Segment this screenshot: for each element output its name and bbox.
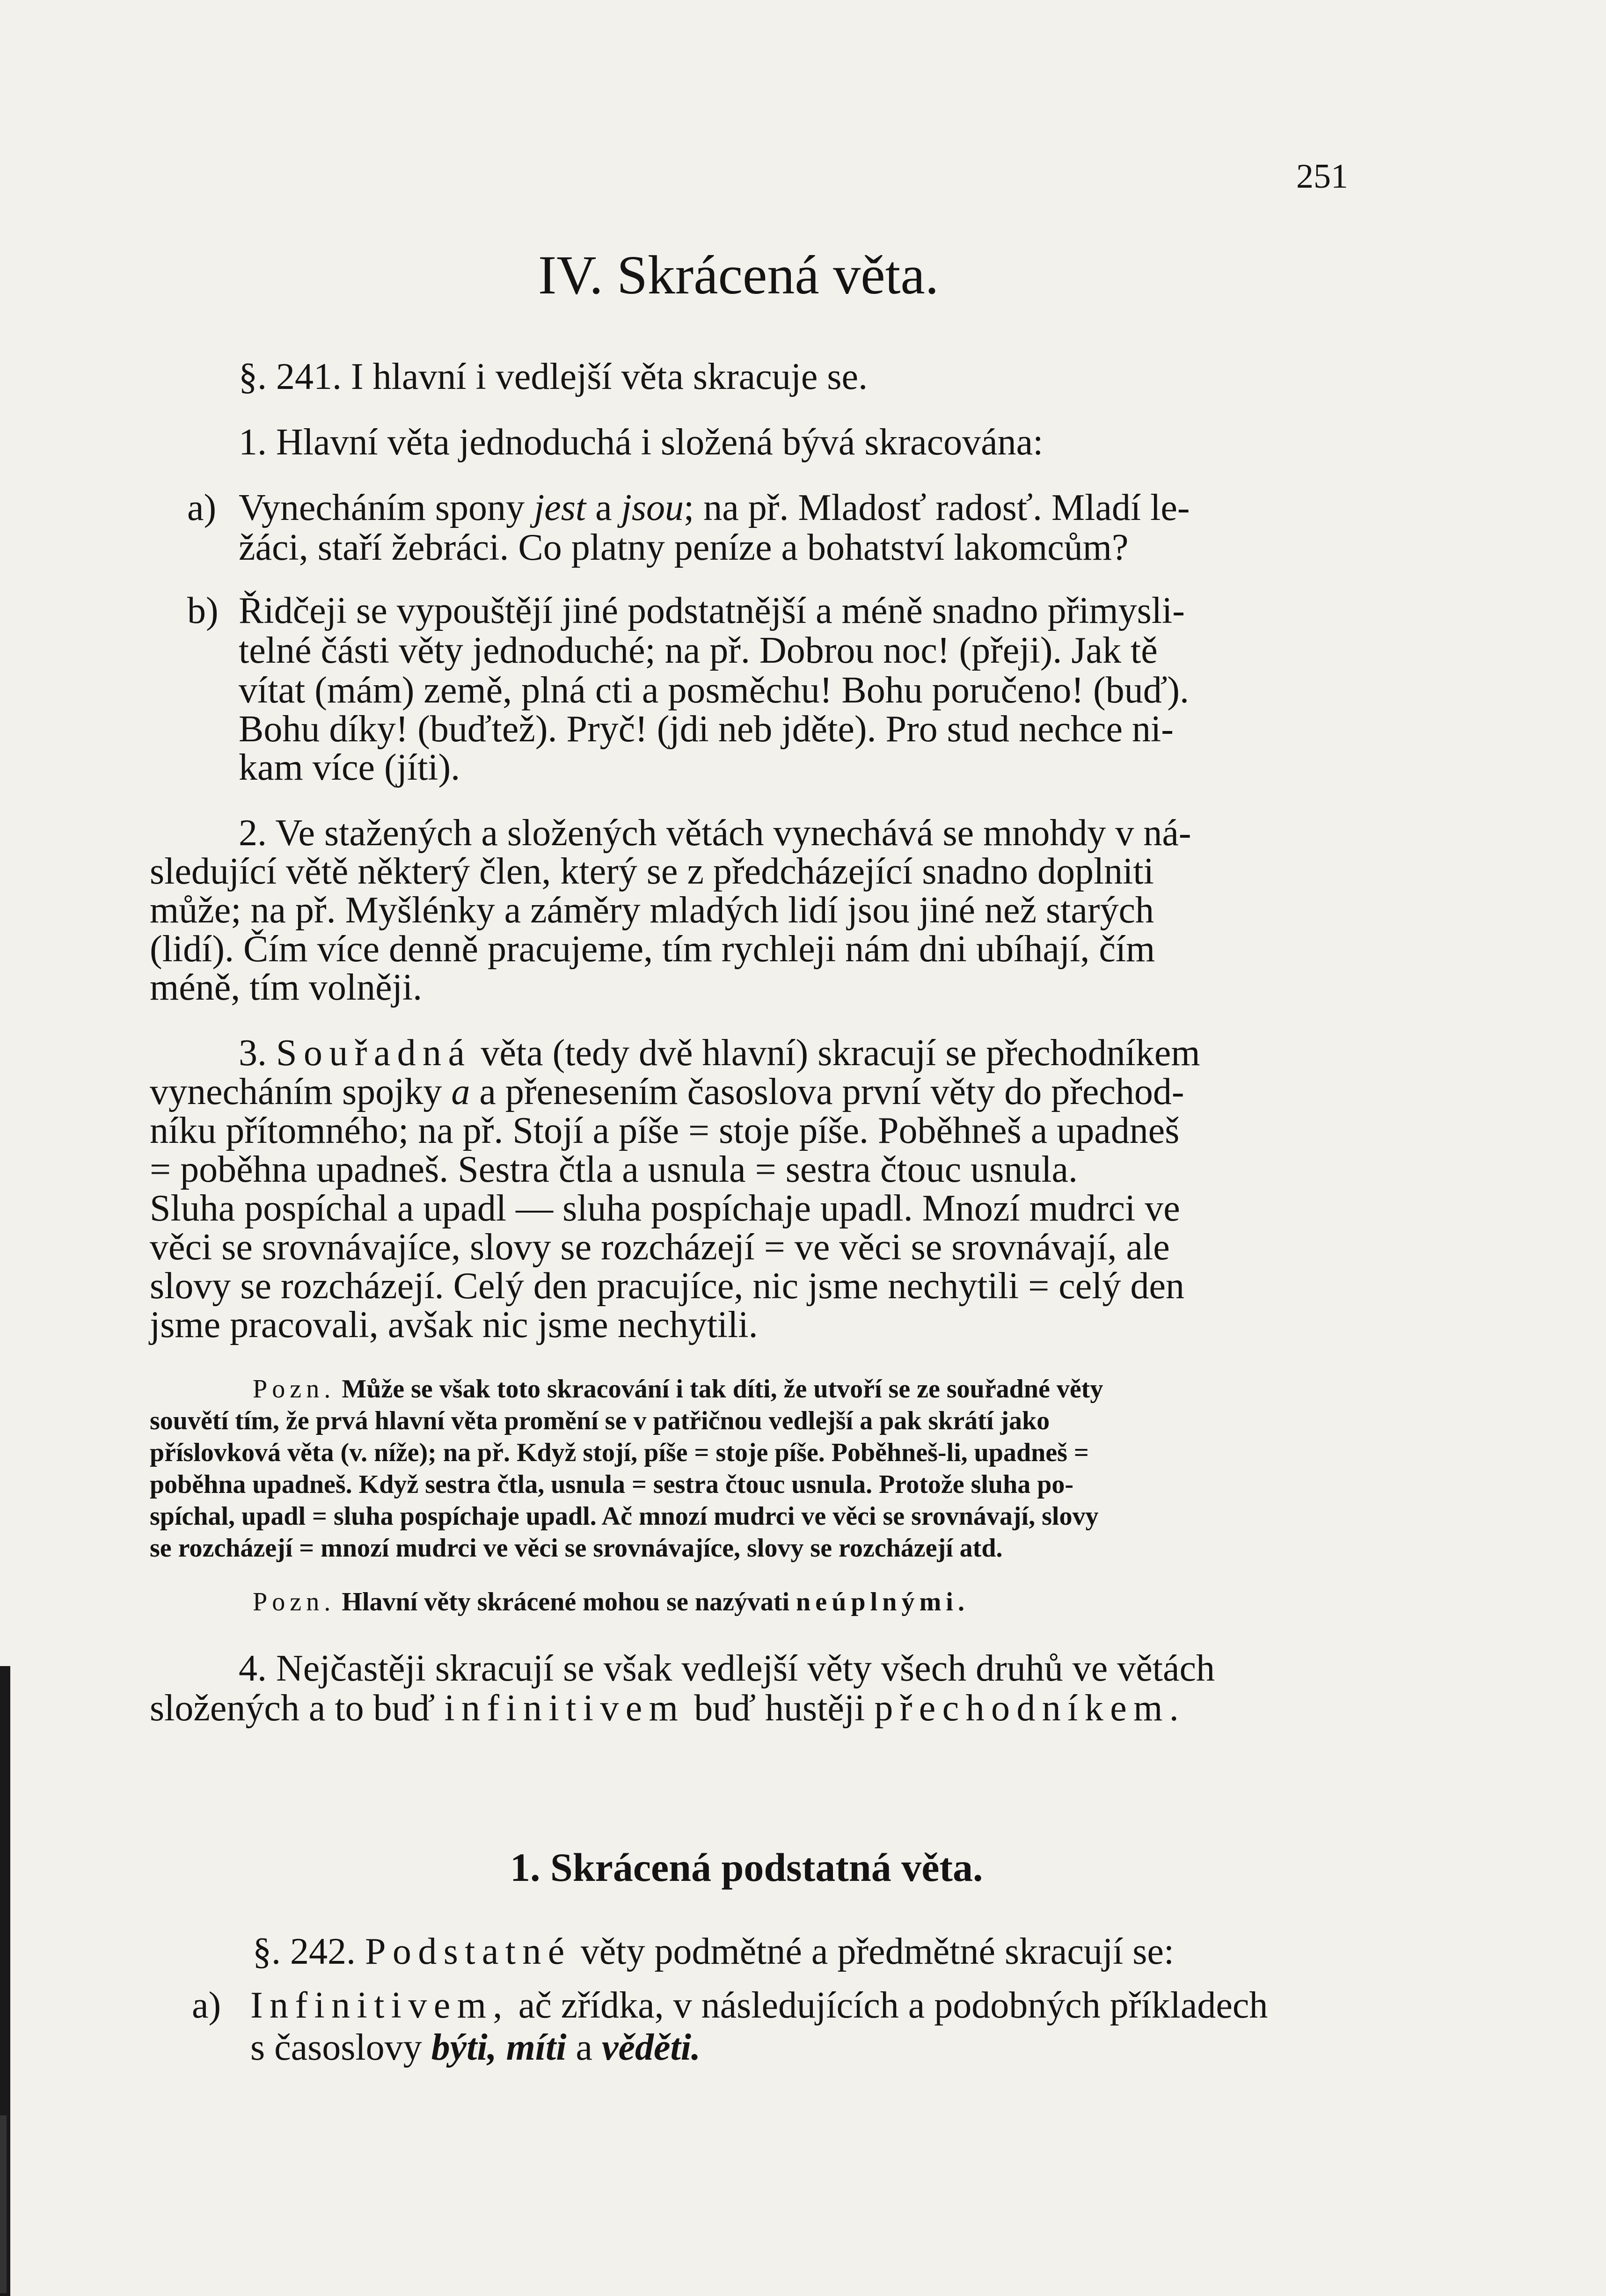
item-b-line-4: Bohu díky! (buďtež). Pryč! (jdi neb jděte). Pro stud nechce ni- [239, 709, 1174, 750]
s242-a-spaced: Infinitivem, [250, 1985, 509, 2026]
s242-a-line-1 [250, 1987, 1268, 2024]
item-4-line-1: 4. Nejčastěji skracují se však vedlejší věty všech druhů ve větách [239, 1648, 1215, 1689]
note-1-line-5: spíchal, upadl = sluha pospíchaje upadl. Ač mnozí mudrci ve věci se srovnávají, slovy [150, 1502, 1099, 1531]
item-3-line-6: věci se srovnávajíce, slovy se rozcházejí = ve věci se srovnávají, ale [150, 1227, 1170, 1268]
note-1-line-1 [253, 1376, 1103, 1402]
item-a-jest: jest [534, 487, 586, 528]
item-4-pre: složených a to buď [150, 1688, 445, 1729]
s242-rest: věty podmětné a předmětné skracují se: [571, 1931, 1175, 1972]
item-b-line-2: telné části věty jednoduché; na př. Dobrou noc! (přeji). Jak tě [239, 630, 1158, 671]
item-a-line-1 [239, 489, 1190, 526]
note-2-label: Pozn. [253, 1587, 336, 1616]
s242-spaced: Podstatné [365, 1931, 571, 1972]
item-b-marker: b) [187, 590, 219, 631]
s242-a-vedeti: věděti. [602, 2027, 701, 2068]
note-1-text: Může se však toto skracování i tak díti, že utvoří se ze souřadné věty [335, 1375, 1103, 1404]
item-3-line-2 [150, 1073, 1184, 1111]
note-2-text: Hlavní věty skrácené mohou se nazývati [335, 1587, 796, 1616]
s242-a-marker: a) [192, 1985, 221, 2026]
item-3-line-4: = poběhna upadneš. Sestra čtla a usnula = sestra čtouc usnula. [150, 1149, 1078, 1190]
item-a-marker: a) [187, 487, 217, 528]
item-2-line-1: 2. Ve stažených a složených větách vynechává se mnohdy v ná- [239, 812, 1191, 854]
note-2-spaced: neúplnými. [796, 1587, 970, 1616]
section-title: 1. Skrácená podstatná věta. [510, 1845, 983, 1890]
note-1-line-2: souvětí tím, že prvá hlavní věta promění se v patřičnou vedlejší a pak skrátí jako [150, 1406, 1050, 1435]
item-3-number: 3. [239, 1032, 276, 1074]
item-2-line-3: může; na př. Myšlénky a záměry mladých lidí jsou jiné než starých [150, 890, 1154, 931]
s242-number: §. 242. [253, 1931, 365, 1972]
item-3-l2-post: a přenesením časoslova první věty do přechod- [470, 1071, 1184, 1112]
item-b-line-3: vítat (mám) země, plná cti a posměchu! Bohu poručeno! (buď). [239, 670, 1190, 711]
item-3-line-8: jsme pracovali, avšak nic jsme nechytili. [150, 1304, 758, 1345]
page-number: 251 [1296, 157, 1348, 196]
item-3-line-1 [239, 1034, 1200, 1072]
item-3-line-5: Sluha pospíchal a upadl — sluha pospíchaje upadl. Mnozí mudrci ve [150, 1188, 1180, 1229]
item-3-l2-pre: vynecháním spojky [150, 1071, 452, 1112]
section-242-heading [253, 1933, 1174, 1970]
page-edge-shadow-lower [0, 2115, 7, 2293]
note-1-line-4: poběhna upadneš. Když sestra čtla, usnula = sestra čtouc usnula. Protože sluha po- [150, 1470, 1073, 1499]
note-1-label: Pozn. [253, 1375, 336, 1404]
item-4-transgressive: přechodníkem. [874, 1688, 1186, 1729]
item-b-line-1: Řidčeji se vypouštějí jiné podstatnější a méně snadno přimysli- [239, 590, 1185, 631]
item-a-line-2: žáci, staří žebráci. Co platny peníze a bohatství lakomcům? [239, 527, 1129, 568]
item-b-line-5: kam více (jíti). [239, 747, 460, 788]
item-3-spaced: Souřadná [276, 1032, 472, 1074]
note-1-line-3: příslovková věta (v. níže); na př. Když stojí, píše = stoje píše. Poběhneš-li, upadneš = [150, 1438, 1089, 1467]
item-3-line-3: níku přítomného; na př. Stojí a píše = stoje píše. Poběhneš a upadneš [150, 1110, 1180, 1151]
s242-a-byti: býti, míti [431, 2027, 567, 2068]
item-3-line-7: slovy se rozcházejí. Celý den pracujíce, nic jsme nechytili = celý den [150, 1265, 1184, 1307]
item-4-infinitive: infinitivem [444, 1688, 685, 1729]
item-a-text: Vynecháním spony [239, 487, 534, 528]
item-2-line-5: méně, tím volněji. [150, 967, 423, 1008]
item-4-mid: buď hustěji [685, 1688, 875, 1729]
item-1: 1. Hlavní věta jednoduchá i složená bývá skracována: [239, 422, 1044, 463]
item-2-line-4: (lidí). Čím více denně pracujeme, tím rychleji nám dni ubíhají, čím [150, 929, 1155, 970]
section-241-heading: §. 241. I hlavní i vedlejší věta skracuje se. [239, 356, 868, 397]
item-3-a: a [451, 1071, 470, 1112]
s242-a-rest: ač zřídka, v následujících a podobných příkladech [509, 1985, 1268, 2026]
item-3-rest: věta (tedy dvě hlavní) skracují se přechodníkem [471, 1032, 1200, 1074]
s242-a-and: a [566, 2027, 602, 2068]
item-a-and: a [586, 487, 621, 528]
chapter-title: IV. Skrácená věta. [538, 244, 939, 306]
note-2 [253, 1589, 969, 1615]
item-a-rest: ; na př. Mladosť radosť. Mladí le- [683, 487, 1190, 528]
s242-a-line-2 [250, 2029, 701, 2066]
item-4-line-2 [150, 1689, 1185, 1727]
item-a-jsou: jsou [621, 487, 684, 528]
note-1-line-6: se rozcházejí = mnozí mudrci ve věci se srovnávajíce, slovy se rozcházejí atd. [150, 1534, 1003, 1563]
s242-a-l2-pre: s časoslovy [250, 2027, 431, 2068]
item-2-line-2: sledující větě některý člen, který se z předcházející snadno doplniti [150, 851, 1154, 892]
